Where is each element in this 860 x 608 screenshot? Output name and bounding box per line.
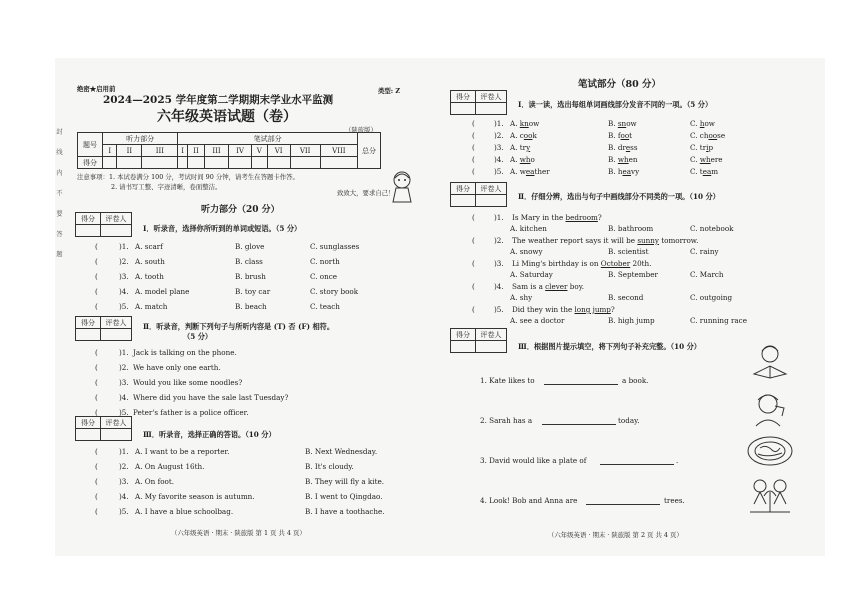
answer-paren[interactable]: ( [95, 378, 98, 387]
binding-margin-text: 封 线 内 不 要 答 题 [55, 128, 63, 263]
question-row [75, 302, 420, 316]
option-suffix: o [530, 155, 535, 164]
question-row [75, 477, 420, 491]
question-text [512, 305, 615, 314]
option-a: A. kitchen [510, 224, 547, 233]
section-title: Ⅱ．听录音，判断下列句子与所听内容是 (T) 否 (F) 相符。 [143, 322, 335, 331]
answer-paren[interactable]: ( [95, 477, 98, 486]
page-footer: （六年级英语 · 期末 · 陕旅版 第 2 页 共 4 页） [548, 531, 683, 539]
question-suffix: tomorrow. [658, 236, 699, 245]
question-row [75, 447, 420, 461]
option-c: C. story book [310, 287, 359, 296]
option-a: A. snowy [510, 247, 543, 256]
option-prefix: B. dr [608, 143, 626, 152]
score-box-input[interactable] [451, 195, 476, 207]
question-suffix: ? [610, 305, 615, 314]
underlined-part: i [706, 143, 709, 152]
underlined-part: sn [617, 119, 627, 128]
option-c: C. running race [690, 316, 747, 325]
col-label: V [251, 145, 267, 157]
statement: Peter's father is a police officer. [133, 408, 249, 417]
option [510, 131, 537, 140]
option [510, 155, 535, 164]
answer-paren[interactable]: ( [95, 408, 98, 417]
fill-prefix: 2. Sarah has a [480, 416, 533, 425]
option-prefix: B. f [608, 131, 621, 140]
th-defen: 得分 [78, 157, 103, 169]
question-number: )3. [494, 143, 504, 152]
fill-blank[interactable] [600, 456, 674, 465]
option-prefix: B. [608, 155, 618, 164]
underlined-word: October [600, 259, 631, 268]
underlined-part: wh [519, 155, 531, 164]
question-row [450, 259, 815, 283]
option-b: B. class [235, 257, 263, 266]
score-box-input[interactable] [101, 225, 132, 237]
question-row [450, 213, 815, 237]
option-suffix: en [628, 155, 638, 164]
question-text [512, 213, 602, 222]
option-prefix: A. [510, 155, 520, 164]
question-row [75, 492, 420, 506]
option-a: A. south [135, 257, 165, 266]
question-number: )3. [119, 272, 129, 281]
score-box-label: 评卷人 [101, 417, 132, 429]
col-label: II [117, 145, 142, 157]
score-cell[interactable] [142, 157, 178, 169]
option [690, 155, 723, 164]
question-number: )4. [119, 393, 129, 402]
girl-toothache-image [748, 390, 792, 428]
th-tihao: 题号 [78, 133, 103, 157]
option-c: C. sunglasses [310, 242, 360, 251]
answer-paren[interactable]: ( [472, 236, 475, 245]
question-number: )2. [119, 257, 129, 266]
statement: Where did you have the sale last Tuesday? [133, 393, 289, 402]
score-box-input[interactable] [101, 329, 132, 341]
score-box-label: 得分 [451, 91, 476, 103]
question-number: )2. [119, 363, 129, 372]
col-label: IV [229, 145, 252, 157]
answer-paren[interactable]: ( [472, 155, 475, 164]
edition-label: （陕旅版） [345, 126, 377, 134]
option-b: B. toy car [235, 287, 271, 296]
score-box [75, 416, 132, 441]
option-suffix: p [708, 143, 714, 152]
underlined-part: y [526, 143, 531, 152]
score-box-input[interactable] [76, 329, 101, 341]
question-number: )5. [119, 302, 129, 311]
fill-prefix: 3. David would like a plate of [480, 456, 587, 465]
option [690, 143, 713, 152]
th-writing: 笔试部分 [178, 133, 358, 145]
score-box-label: 得分 [451, 329, 476, 341]
answer-paren[interactable]: ( [95, 492, 98, 501]
option-suffix: t [629, 131, 633, 140]
col-label: VIII [320, 145, 357, 157]
option [608, 119, 637, 128]
option [608, 167, 639, 176]
col-label: VI [267, 145, 290, 157]
question-number: )5. [494, 305, 504, 314]
option-a: A. Saturday [510, 270, 553, 279]
notes-line1: 注意事项：1. 本试卷满分 100 分，考试时间 90 分钟，请考生在答题卡作答。 [77, 173, 299, 181]
cartoon-caption: 致致大，要求自己！ [337, 189, 395, 197]
option-b: B. Next Wednesday. [305, 447, 378, 456]
option-a: A. scarf [135, 242, 163, 251]
score-cell[interactable] [117, 157, 142, 169]
option-suffix: se [717, 131, 726, 140]
question-prefix: Sam is a [512, 282, 546, 291]
score-box-label: 得分 [451, 183, 476, 195]
option-suffix: ss [630, 143, 638, 152]
option-c: C. north [310, 257, 340, 266]
col-label: III [142, 145, 178, 157]
answer-paren[interactable]: ( [95, 507, 98, 516]
option [510, 119, 539, 128]
col-label: II [187, 145, 204, 157]
answer-paren[interactable]: ( [95, 447, 98, 456]
question-number: )1. [119, 242, 129, 251]
question-row [75, 363, 420, 377]
fill-suffix: today. [618, 416, 640, 425]
fill-suffix: . [676, 456, 679, 465]
option-b: B. They will fly a kite. [305, 477, 384, 486]
option-a: A. I have a blue schoolbag. [135, 507, 234, 516]
option-b: B. glove [235, 242, 265, 251]
answer-paren[interactable]: ( [95, 272, 98, 281]
option-b: B. bathroom [608, 224, 654, 233]
option-suffix: ther [534, 167, 550, 176]
fill-suffix: trees. [664, 496, 685, 505]
option-prefix: B. h [608, 167, 623, 176]
exam-title-line2: 六年级英语试题（卷） [157, 109, 297, 125]
question-number: )3. [119, 378, 129, 387]
score-box [450, 328, 507, 353]
score-box-label: 评卷人 [476, 329, 507, 341]
question-number: )3. [119, 477, 129, 486]
section-title: Ⅱ．仔细分辨，选出与句子中画线部分不同类的一项。（10 分） [518, 192, 720, 201]
question-row [75, 257, 420, 271]
option-c: C. March [690, 270, 724, 279]
score-box-label: 评卷人 [101, 213, 132, 225]
option [690, 167, 718, 176]
score-cell[interactable] [187, 157, 204, 169]
children-planting-trees-image [746, 474, 794, 516]
question-number: )4. [119, 287, 129, 296]
answer-paren[interactable]: ( [95, 363, 98, 372]
question-row [450, 167, 815, 181]
underlined-part: h [699, 119, 705, 128]
answer-paren[interactable]: ( [472, 213, 475, 222]
option-suffix: vy [631, 167, 640, 176]
option-suffix: ow [528, 119, 540, 128]
question-row [450, 236, 815, 260]
underlined-word: clever [545, 282, 568, 291]
underlined-part: ea [622, 167, 632, 176]
option-c: C. once [310, 272, 338, 281]
question-prefix: Did they win the [512, 305, 575, 314]
fill-prefix: 4. Look! Bob and Anna are [480, 496, 578, 505]
option-prefix: B. [608, 119, 618, 128]
question-number: )5. [494, 167, 504, 176]
underlined-part: wh [699, 155, 711, 164]
question-number: )4. [494, 282, 504, 291]
option-a: A. On foot. [135, 477, 175, 486]
option [608, 155, 638, 164]
option [608, 143, 638, 152]
option-prefix: A. [510, 119, 520, 128]
section-title-cont: （5 分） [183, 332, 213, 341]
plate-of-food-image [746, 434, 794, 468]
page-2 [450, 58, 815, 556]
score-cell[interactable] [267, 157, 290, 169]
secret-label: 绝密★启用前 [77, 85, 116, 93]
score-cell[interactable] [103, 157, 117, 169]
answer-paren[interactable]: ( [472, 143, 475, 152]
score-box-input[interactable] [476, 195, 507, 207]
score-box-input[interactable] [451, 341, 476, 353]
underlined-word: long jump [574, 305, 611, 314]
question-number: )2. [119, 462, 129, 471]
score-cell[interactable] [204, 157, 228, 169]
question-number: )4. [494, 155, 504, 164]
page-1 [75, 58, 420, 556]
fill-blank[interactable] [542, 416, 616, 425]
col-label: III [204, 145, 228, 157]
option-b: B. I have a toothache. [305, 507, 385, 516]
underlined-part: wh [617, 155, 629, 164]
score-box-input[interactable] [76, 225, 101, 237]
question-number: )1. [494, 119, 504, 128]
question-number: )3. [494, 259, 504, 268]
answer-paren[interactable]: ( [472, 131, 475, 140]
section-title: Ⅰ．听录音，选择你所听到的单词或短语。（5 分） [143, 224, 302, 233]
underlined-part: kn [519, 119, 529, 128]
col-label: VII [290, 145, 320, 157]
answer-paren[interactable]: ( [95, 462, 98, 471]
question-text [512, 236, 698, 245]
col-label: I [103, 145, 117, 157]
cartoon-girl-image [387, 170, 417, 204]
question-number: )1. [119, 348, 129, 357]
underlined-part: ea [702, 167, 712, 176]
statement: Jack is talking on the phone. [133, 348, 237, 357]
option-c: C. outgoing [690, 293, 733, 302]
question-row [75, 242, 420, 256]
option-prefix: A. c [510, 131, 524, 140]
option-prefix: A. tr [510, 143, 527, 152]
option [690, 131, 725, 140]
option-b: B. brush [235, 272, 266, 281]
question-prefix: Li Ming's birthday is on [512, 259, 601, 268]
page-footer: （六年级英语 · 期末 · 陕旅版 第 1 页 共 4 页） [171, 529, 306, 537]
col-label: I [178, 145, 188, 157]
score-box-input[interactable] [101, 429, 132, 441]
answer-paren[interactable]: ( [95, 242, 98, 251]
answer-paren[interactable]: ( [472, 119, 475, 128]
section-title: Ⅲ．听录音，选择正确的答语。（10 分） [143, 430, 276, 439]
option-a: A. see a doctor [510, 316, 565, 325]
question-number: )5. [119, 507, 129, 516]
th-total: 总分 [358, 133, 381, 169]
question-text [512, 282, 584, 291]
option-a: A. match [135, 302, 168, 311]
score-box-input[interactable] [476, 341, 507, 353]
option [608, 131, 632, 140]
underlined-part: oo [708, 131, 718, 140]
option-a: A. model plane [135, 287, 190, 296]
writing-heading: 笔试部分（80 分） [578, 79, 662, 90]
fill-prefix: 1. Kate likes to [480, 376, 535, 385]
score-cell[interactable] [251, 157, 267, 169]
fill-blank[interactable] [586, 496, 660, 505]
exam-sheet [55, 58, 825, 556]
question-row [75, 462, 420, 476]
question-row [450, 282, 815, 306]
score-cell[interactable] [290, 157, 320, 169]
score-box-label: 评卷人 [476, 183, 507, 195]
question-number: )5. [119, 408, 129, 417]
option-b: B. I went to Qingdao. [305, 492, 383, 501]
answer-paren[interactable]: ( [95, 348, 98, 357]
question-suffix: 20th. [630, 259, 652, 268]
section-title: Ⅲ．根据图片提示填空，将下列句子补充完整。（10 分） [518, 342, 701, 351]
option-c: C. rainy [690, 247, 719, 256]
option-a: A. My favorite season is autumn. [135, 492, 255, 501]
option-prefix: C. ch [690, 131, 709, 140]
answer-paren[interactable]: ( [95, 393, 98, 402]
question-number: )2. [494, 236, 504, 245]
answer-paren[interactable]: ( [472, 282, 475, 291]
question-row [450, 305, 815, 329]
question-number: )1. [494, 213, 504, 222]
score-box-label: 评卷人 [476, 91, 507, 103]
option-c: C. notebook [690, 224, 734, 233]
question-number: )2. [494, 131, 504, 140]
question-row [75, 393, 420, 407]
answer-paren[interactable]: ( [95, 287, 98, 296]
option-suffix: k [532, 131, 537, 140]
score-box-label: 得分 [76, 417, 101, 429]
option-prefix: C. tr [690, 143, 707, 152]
underlined-part: ea [525, 167, 535, 176]
option-prefix: C. t [690, 167, 703, 176]
statement: Would you like some noodles? [133, 378, 243, 387]
option-c: C. teach [310, 302, 340, 311]
answer-paren[interactable]: ( [95, 257, 98, 266]
question-row [75, 287, 420, 301]
th-listening: 听力部分 [103, 133, 178, 145]
option [510, 167, 550, 176]
question-row [75, 272, 420, 286]
section-title: Ⅰ．读一读，选出每组单词画线部分发音不同的一项。（5 分） [518, 100, 713, 109]
question-row [75, 507, 420, 521]
score-box-input[interactable] [76, 429, 101, 441]
underlined-part: oo [523, 131, 533, 140]
option-b: B. second [608, 293, 644, 302]
option [510, 143, 530, 152]
option-prefix: A. w [510, 167, 526, 176]
option-suffix: m [711, 167, 719, 176]
score-box-label: 评卷人 [101, 317, 132, 329]
underlined-word: bedroom [565, 213, 598, 222]
question-number: )4. [119, 492, 129, 501]
question-prefix: Is Mary in the [512, 213, 566, 222]
question-row [75, 348, 420, 362]
type-label: 类型: Z [378, 87, 401, 95]
score-box-input[interactable] [451, 103, 476, 115]
question-prefix: The weather report says it will be [512, 236, 638, 245]
question-text [512, 259, 651, 268]
answer-paren[interactable]: ( [472, 167, 475, 176]
question-suffix: boy. [567, 282, 585, 291]
option-prefix: C. [690, 155, 700, 164]
answer-paren[interactable]: ( [472, 259, 475, 268]
score-cell[interactable] [320, 157, 357, 169]
question-suffix: ? [597, 213, 602, 222]
answer-paren[interactable]: ( [472, 305, 475, 314]
option-b: B. scientist [608, 247, 649, 256]
question-row [75, 378, 420, 392]
option-a: A. shy [510, 293, 533, 302]
option-a: A. tooth [135, 272, 164, 281]
option-b: B. high jump [608, 316, 655, 325]
score-box-label: 得分 [76, 317, 101, 329]
option [690, 119, 715, 128]
answer-paren[interactable]: ( [95, 302, 98, 311]
listening-heading: 听力部分（20 分） [201, 205, 280, 215]
score-box-input[interactable] [476, 103, 507, 115]
underlined-part: e [625, 143, 631, 152]
option-a: A. On August 16th. [135, 462, 205, 471]
option-prefix: C. [690, 119, 700, 128]
question-number: )1. [119, 447, 129, 456]
option-suffix: ere [710, 155, 723, 164]
score-box [450, 90, 507, 115]
statement: We have only one earth. [133, 363, 221, 372]
fill-blank[interactable] [544, 376, 618, 385]
score-box [450, 182, 507, 207]
fill-suffix: a book. [622, 376, 649, 385]
score-box [75, 316, 132, 341]
score-box [75, 212, 132, 237]
option-b: B. It's cloudy. [305, 462, 354, 471]
option-suffix: ow [704, 119, 715, 128]
score-cell[interactable] [229, 157, 252, 169]
exam-title-line1: 2024—2025 学年度第二学期期末学业水平监测 [103, 94, 334, 106]
underlined-part: oo [620, 131, 630, 140]
option-b: B. September [608, 270, 658, 279]
notes-line2: 2. 请书写工整、字迹清晰，卷面整洁。 [111, 183, 222, 191]
option-suffix: ow [626, 119, 637, 128]
score-cell[interactable] [178, 157, 188, 169]
girl-reading-image [748, 344, 792, 380]
underlined-word: sunny [637, 236, 659, 245]
option-a: A. I want to be a reporter. [135, 447, 230, 456]
option-b: B. beach [235, 302, 267, 311]
score-box-label: 得分 [76, 213, 101, 225]
score-table [77, 132, 381, 169]
